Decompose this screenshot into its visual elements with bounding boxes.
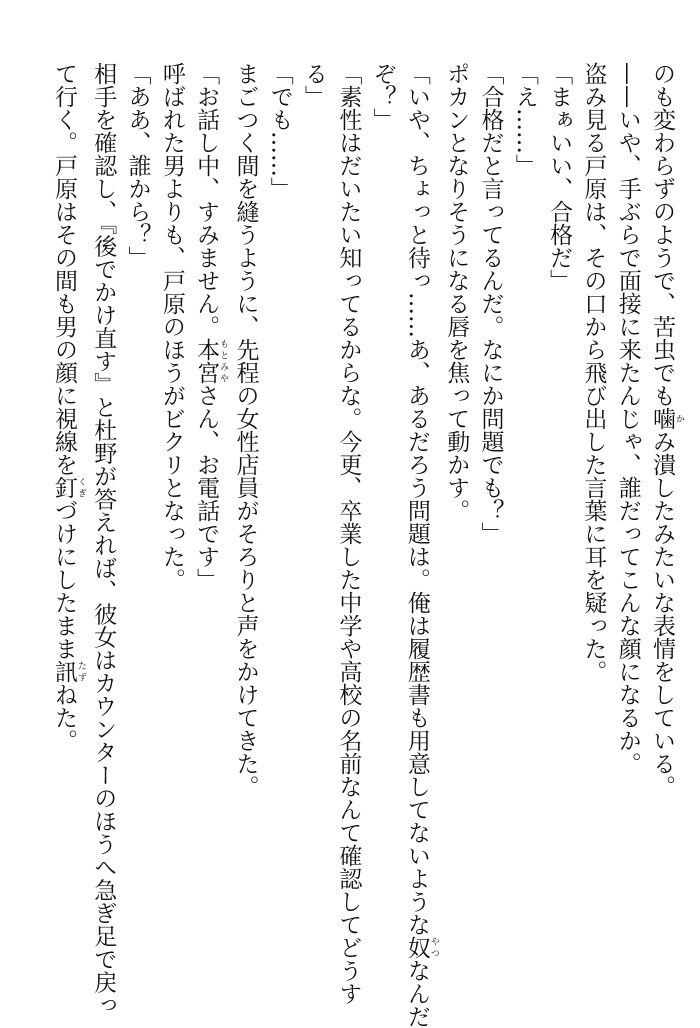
text-line-9: ぞ？」 — [369, 62, 396, 131]
text-line-12: 「でも……」 — [266, 62, 293, 200]
ruby-annotation: 噛 か — [649, 407, 684, 430]
text-line-4: 「まぁいい、合格だ」 — [546, 62, 573, 292]
ruby-annotation: 奴 やつ — [403, 936, 439, 959]
text-line-17: 相手を確認し、『後でかけ直す』と杜野が答えれば、彼女はカウンターのほうへ急ぎ足で戻っ — [90, 62, 117, 1017]
text-line-14: 「お話し中、すみません。本宮 もとみやさん、お電話です」 — [193, 62, 229, 591]
text-line-1: のも変わらずのようで、苦虫でも噛 かみ潰したみたいな表情をしている。 — [649, 62, 684, 798]
text-line-16: 「ああ、誰から？」 — [124, 62, 151, 269]
text-line-2: ——いや、手ぶらで面接に来たんじゃ、誰だってこんな顔になるか。 — [614, 62, 641, 775]
ruby-annotation: 釘 くぎ — [50, 476, 86, 499]
text-line-11: る」 — [301, 62, 328, 108]
text-line-7: ポカンとなりそうになる唇を焦って動かす。 — [443, 62, 470, 522]
text-line-18: て行く。戸原はその間も男の顔に視線を釘 くぎづけにしたまま訊 たずねた。 — [50, 62, 86, 752]
text-line-13: まごつく間を縫うように、先程の女性店員がそろりと声をかけてきた。 — [232, 62, 259, 798]
ruby-annotation: 本宮 もとみや — [193, 338, 229, 384]
text-line-8: 「いや、ちょっと待っ……あ、あるだろう問題は。俺は履歴書も用意してないような奴 やつなんだ — [403, 62, 439, 1028]
text-line-15: 呼ばれた男よりも、戸原のほうがビクリとなった。 — [158, 62, 185, 591]
text-line-3: 盗み見る戸原は、その口から飛び出した言葉に耳を疑った。 — [580, 62, 607, 683]
text-line-5: 「え……」 — [511, 62, 538, 177]
ruby-annotation: 訊 たず — [50, 660, 86, 683]
vertical-text-body — [47, 62, 684, 1028]
text-line-10: 「素性はだいたい知ってるからな。今更、卒業した中学や高校の名前なんて確認してどうす — [335, 62, 362, 1005]
text-line-6: 「合格だと言ってるんだ。なにか問題でも？」 — [477, 62, 504, 545]
